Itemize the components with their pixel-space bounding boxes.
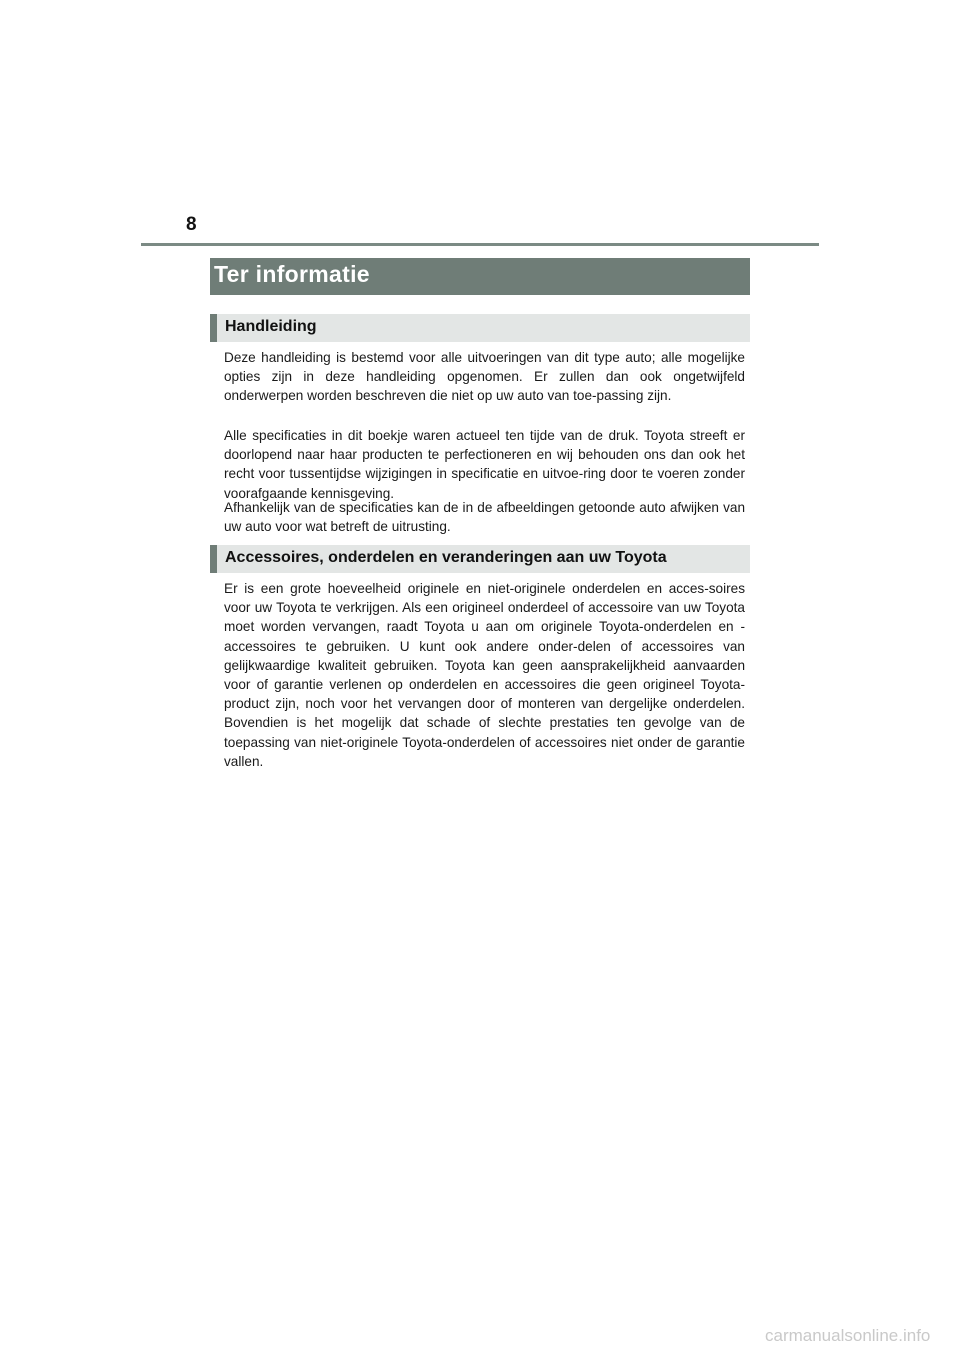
- section-header-accessoires: [210, 545, 750, 573]
- header-rule: [141, 243, 819, 246]
- paragraph: Deze handleiding is bestemd voor alle uitvoeringen van dit type auto; alle mogelijke opties zijn in deze handleiding opgenomen. Er zullen dan ook ongetwijfeld onderwerpen worden beschreven die niet op uw auto van toe-passing zijn.: [224, 350, 745, 404]
- page-number: 8: [186, 214, 197, 235]
- chapter-banner: [210, 258, 750, 295]
- section-header-handleiding: [210, 314, 750, 342]
- section-heading: Accessoires, onderdelen en veranderingen aan uw Toyota: [225, 549, 667, 566]
- paragraph: Afhankelijk van de specificaties kan de in de afbeeldingen getoonde auto afwijken van uw auto voor wat betreft de uitrusting.: [224, 500, 745, 535]
- paragraph: Er is een grote hoeveelheid originele en niet-originele onderdelen en acces-soires voor uw Toyota te verkrijgen. Als een origineel onderdeel of accessoire van uw Toyota moet worden vervangen, raadt Toyota u aan om originele Toyota-onderdelen en -accessoires te gebruiken. U kunt ook andere onder-delen of accessoires van gelijkwaardige kwaliteit gebruiken. Toyota kan geen aansprakelijkheid aanvaarden voor of garantie verlenen op onderdelen en accessoires die geen origineel Toyota-product zijn, noch voor het vervangen door of monteren van dergelijke onderdelen. Bovendien is het mogelijk dat schade of slechte prestaties ten gevolge van de toepassing van niet-originele Toyota-onderdelen of accessoires niet onder de garantie vallen.: [224, 581, 745, 769]
- paragraph: Alle specificaties in dit boekje waren actueel ten tijde van de druk. Toyota streeft er doorlopend naar haar producten te perfectioneren en wij behouden ons dan ook het recht voor tussentijdse wijzigingen in specificatie en uitvoe-ring door te voeren zonder voorafgaande kennisgeving.: [224, 428, 745, 501]
- section-marker-bar: [210, 545, 217, 573]
- section-heading: Handleiding: [225, 318, 317, 335]
- section-marker-bar: [210, 314, 217, 342]
- watermark: carmanualsonline.info: [765, 1326, 931, 1345]
- chapter-title: Ter informatie: [214, 261, 370, 287]
